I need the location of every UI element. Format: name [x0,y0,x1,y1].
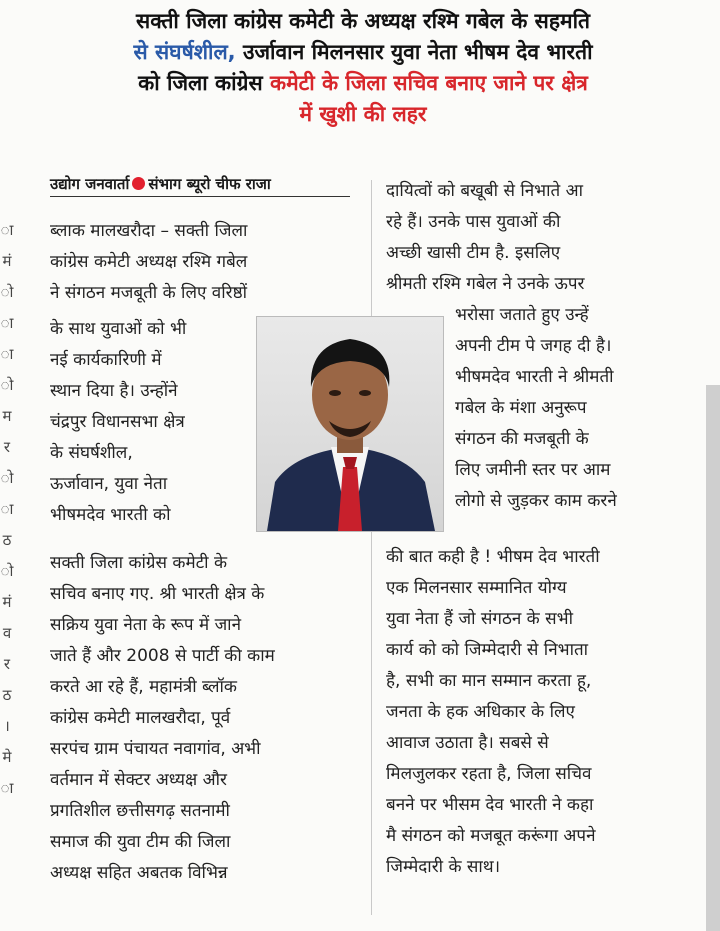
headline-line-4 [18,99,708,130]
text-line: आवाज उठाता है। सबसे से [386,733,549,753]
left-column-bottom [50,548,275,889]
text-line: मे [2,748,12,766]
text-line: कार्य को को जिम्मेदारी से निभाता [386,640,589,660]
text-line: ा [0,779,14,797]
text-line: जाते हैं और 2008 से पार्टी की काम [50,646,275,666]
text-line: श्रीमती रश्मि गबेल ने उनके ऊपर [386,274,585,294]
text-line: ठ [2,686,12,704]
text-line: संगठन की मजबूती के [455,429,589,449]
bullet-dot-icon [132,177,145,190]
headline-line-2-black: उर्जावान मिलनसार युवा नेता भीषम देव भारती [235,40,593,64]
text-line: र [3,655,11,673]
headline [18,6,708,130]
page-edge-shadow [706,385,720,931]
text-line: समाज की युवा टीम की जिला [50,832,231,852]
text-line: के साथ युवाओं को भी [50,319,187,339]
headline-line-4-red: में खुशी की लहर [299,102,427,126]
column-divider [371,180,372,915]
text-line: दायित्वों को बखूबी से निभाते आ [386,181,584,201]
text-line: लिए जमीनी स्तर पर आम [455,460,611,480]
text-line: सक्रिय युवा नेता के रूप में जाने [50,615,242,635]
text-line: ो [0,376,14,394]
text-line: है, सभी का मान सम्मान करता हू, [386,671,592,691]
text-line: मै संगठन को मजबूत करूंगा अपने [386,826,596,846]
byline-bureau: संभाग ब्यूरो चीफ राजा [148,175,271,193]
text-line: अध्यक्ष सहित अबतक विभिन्न [50,863,228,883]
text-line: ा [0,345,14,363]
text-line: गबेल के मंशा अनुरूप [455,398,587,418]
text-line: भीषमदेव भारती को [50,505,171,525]
headline-line-1: सक्ती जिला कांग्रेस कमेटी के अध्यक्ष रश्मि गबेल के सहमति [136,9,590,33]
text-line: । [4,717,10,735]
text-line: ऊर्जावान, युवा नेता [50,474,168,494]
text-line: ने संगठन मजबूती के लिए वरिष्ठों [50,283,248,303]
text-line: स्थान दिया है। उन्होंने [50,381,178,401]
text-line: रहे हैं। उनके पास युवाओं की [386,212,561,232]
text-line: के संघर्षशील, [50,443,133,463]
right-column-bottom [386,542,600,883]
text-line: युवा नेता हैं जो संगठन के सभी [386,609,573,629]
text-line: मं [2,593,12,611]
text-line: ो [0,469,14,487]
text-line: व [2,624,12,642]
text-line: ब्लाक मालखरौदा – सक्ती जिला [50,221,248,241]
text-line: सरपंच ग्राम पंचायत नवागांव, अभी [50,739,261,759]
text-line: ो [0,562,14,580]
headline-line-3-black: को जिला कांग्रेस [138,71,263,95]
byline-source: उद्योग जनवार्ता [50,175,130,193]
text-line: एक मिलनसार सम्मानित योग्य [386,578,567,598]
text-line: र [3,438,11,456]
text-line: भीषमदेव भारती ने श्रीमती [455,367,614,387]
text-line: सचिव बनाए गए. श्री भारती क्षेत्र के [50,584,265,604]
text-line: कांग्रेस कमेटी अध्यक्ष रश्मि गबेल [50,252,248,272]
text-line: ा [0,221,14,239]
left-column-wrap [50,314,186,531]
text-line: करते आ रहे हैं, महामंत्री ब्लॉक [50,677,237,697]
headline-line-2 [18,37,708,68]
text-line: मिलजुलकर रहता है, जिला सचिव [386,764,592,784]
text-line: जनता के हक अधिकार के लिए [386,702,575,722]
text-line: सक्ती जिला कांग्रेस कमेटी के [50,553,228,573]
text-line: मं [2,252,12,270]
text-line: वर्तमान में सेक्टर अध्यक्ष और [50,770,227,790]
right-column-top [386,176,584,300]
text-line: प्रगतिशील छत्तीसगढ़ सतनामी [50,801,230,821]
text-line: भरोसा जताते हुए उन्हें [455,305,589,325]
headline-line-2-blue: से संघर्षशील, [133,40,236,64]
text-line: नई कार्यकारिणी में [50,350,162,370]
byline [50,174,350,197]
portrait-photo-icon [257,317,443,531]
text-line: अच्छी खासी टीम है. इसलिए [386,243,561,263]
left-column-top [50,216,247,309]
text-line: लोगो से जुड़कर काम करने [455,491,617,511]
headline-line-3-red: कमेटी के जिला सचिव बनाए जाने पर क्षेत्र [262,71,588,95]
text-line: जिम्मेदारी के साथ। [386,857,501,877]
text-line: बनने पर भीसम देव भारती ने कहा [386,795,594,815]
text-line: ठ [2,531,12,549]
text-line: ा [0,314,14,332]
text-line: की बात कही है ! भीषम देव भारती [386,547,600,567]
text-line: ो [0,283,14,301]
right-column-wrap [455,300,617,517]
headline-line-3 [18,68,708,99]
portrait-photo [256,316,444,532]
text-line: अपनी टीम पे जगह दी है। [455,336,612,356]
text-line: चंद्रपुर विधानसभा क्षेत्र [50,412,185,432]
adjacent-article-edge [0,215,14,915]
text-line: म [2,407,12,425]
text-line: ा [0,500,14,518]
text-line: कांग्रेस कमेटी मालखरौदा, पूर्व [50,708,231,728]
